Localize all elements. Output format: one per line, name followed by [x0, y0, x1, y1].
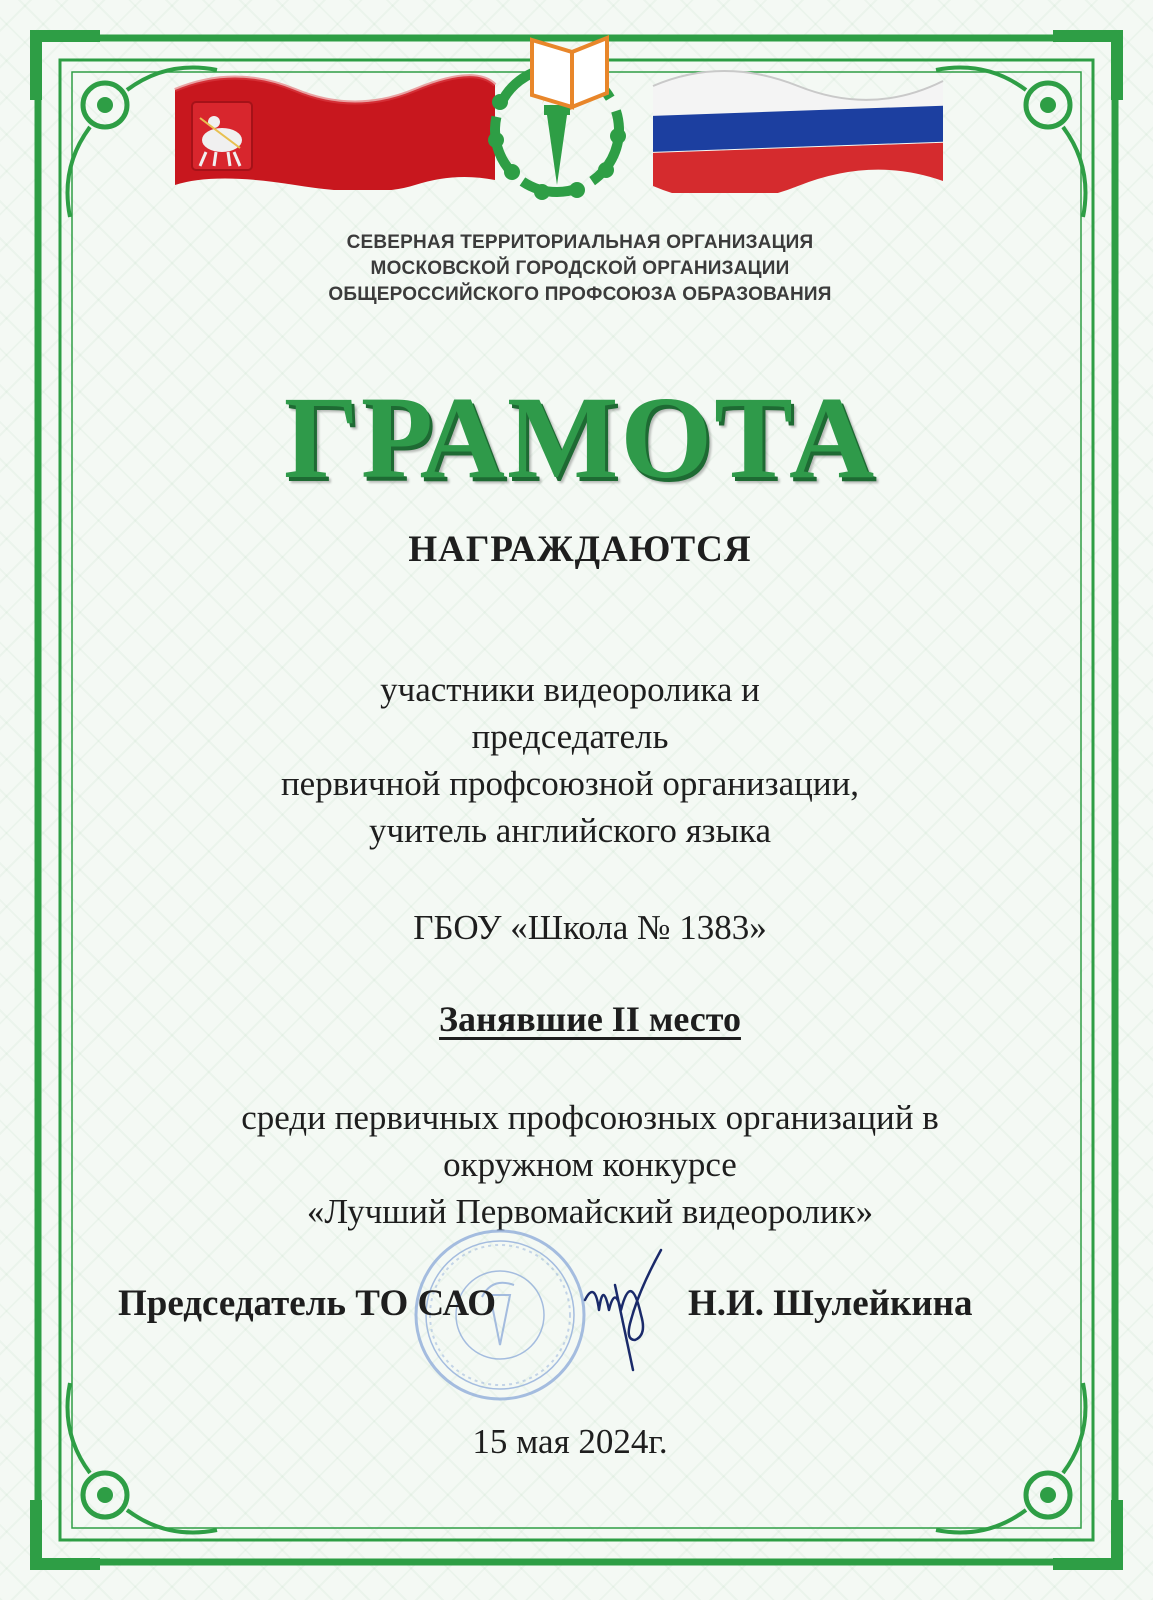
recipient-block	[150, 666, 990, 854]
corner-ornament-tr	[936, 30, 1123, 217]
handwritten-signature	[575, 1225, 685, 1375]
contest-block	[110, 1094, 1070, 1235]
recipient-line-1: участники видеоролика и	[380, 670, 760, 709]
certificate-title: ГРАМОТА	[283, 372, 877, 503]
issue-date: 15 мая 2024г.	[472, 1422, 668, 1461]
russian-flag-icon	[648, 58, 948, 193]
organization-line-1: СЕВЕРНАЯ ТЕРРИТОРИАЛЬНАЯ ОРГАНИЗАЦИЯ	[346, 232, 814, 253]
moscow-flag-icon	[170, 60, 500, 190]
organization-line-2: МОСКОВСКОЙ ГОРОДСКОЙ ОРГАНИЗАЦИИ	[370, 258, 790, 279]
recipient-line-3: первичной профсоюзной организации,	[280, 764, 860, 803]
union-logo-icon	[472, 20, 642, 220]
open-book-icon	[532, 38, 607, 107]
contest-line-2: окружном конкурсе	[443, 1145, 737, 1184]
corner-ornament-br	[936, 1383, 1123, 1570]
contest-line-3: «Лучший Первомайский видеоролик»	[306, 1192, 874, 1231]
corner-ornament-bl	[30, 1383, 217, 1570]
organization-line-3: ОБЩЕРОССИЙСКОГО ПРОФСОЮЗА ОБРАЗОВАНИЯ	[328, 284, 832, 305]
place-awarded: Занявшие II место	[439, 999, 741, 1039]
recipient-line-2: председатель	[471, 717, 669, 756]
organization-header	[250, 230, 910, 308]
signatory-name: Н.И. Шулейкина	[688, 1283, 973, 1324]
school-name: ГБОУ «Школа № 1383»	[413, 908, 767, 947]
awarded-heading: НАГРАЖДАЮТСЯ	[408, 529, 752, 570]
signatory-position: Председатель ТО САО	[118, 1283, 497, 1324]
contest-line-1: среди первичных профсоюзных организаций в	[241, 1098, 939, 1137]
recipient-line-4: учитель английского языка	[368, 811, 772, 850]
